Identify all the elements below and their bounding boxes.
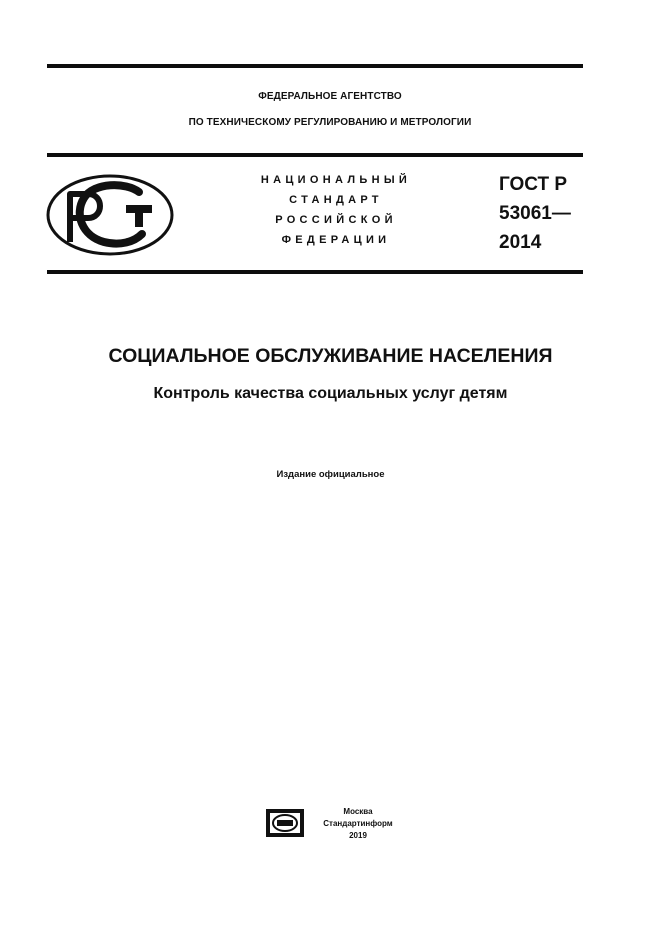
- header-rule-upper: [47, 153, 583, 157]
- standard-code: [499, 170, 571, 257]
- document-title: СОЦИАЛЬНОЕ ОБСЛУЖИВАНИЕ НАСЕЛЕНИЯ: [108, 345, 553, 367]
- publication-year: 2019: [349, 831, 367, 840]
- standard-line-1: НАЦИОНАЛЬНЫЙ: [260, 174, 412, 186]
- standard-line-2: СТАНДАРТ: [289, 194, 383, 206]
- publisher-city: Москва: [343, 807, 373, 816]
- standartinform-logo-icon: [265, 808, 305, 838]
- agency-name-line1: ФЕДЕРАЛЬНОЕ АГЕНТСТВО: [258, 91, 402, 102]
- edition-note: Издание официальное: [276, 469, 385, 480]
- document-subtitle: Контроль качества социальных услуг детям: [153, 385, 508, 402]
- standard-code-line-3: 2014: [499, 232, 542, 253]
- standard-line-3: РОССИЙСКОЙ: [275, 214, 397, 226]
- standard-code-line-2: 53061—: [499, 203, 571, 224]
- header-rule-lower: [47, 270, 583, 274]
- publisher-imprint: [310, 806, 406, 842]
- publisher-name: Стандартинформ: [323, 819, 393, 828]
- national-standard-title: [236, 170, 436, 250]
- standard-code-line-1: ГОСТ Р: [499, 174, 568, 195]
- agency-name-line2: ПО ТЕХНИЧЕСКОМУ РЕГУЛИРОВАНИЮ И МЕТРОЛОГИИ: [188, 117, 472, 128]
- top-rule: [47, 64, 583, 68]
- rst-logo-icon: [44, 172, 176, 258]
- standard-line-4: ФЕДЕРАЦИИ: [281, 234, 391, 246]
